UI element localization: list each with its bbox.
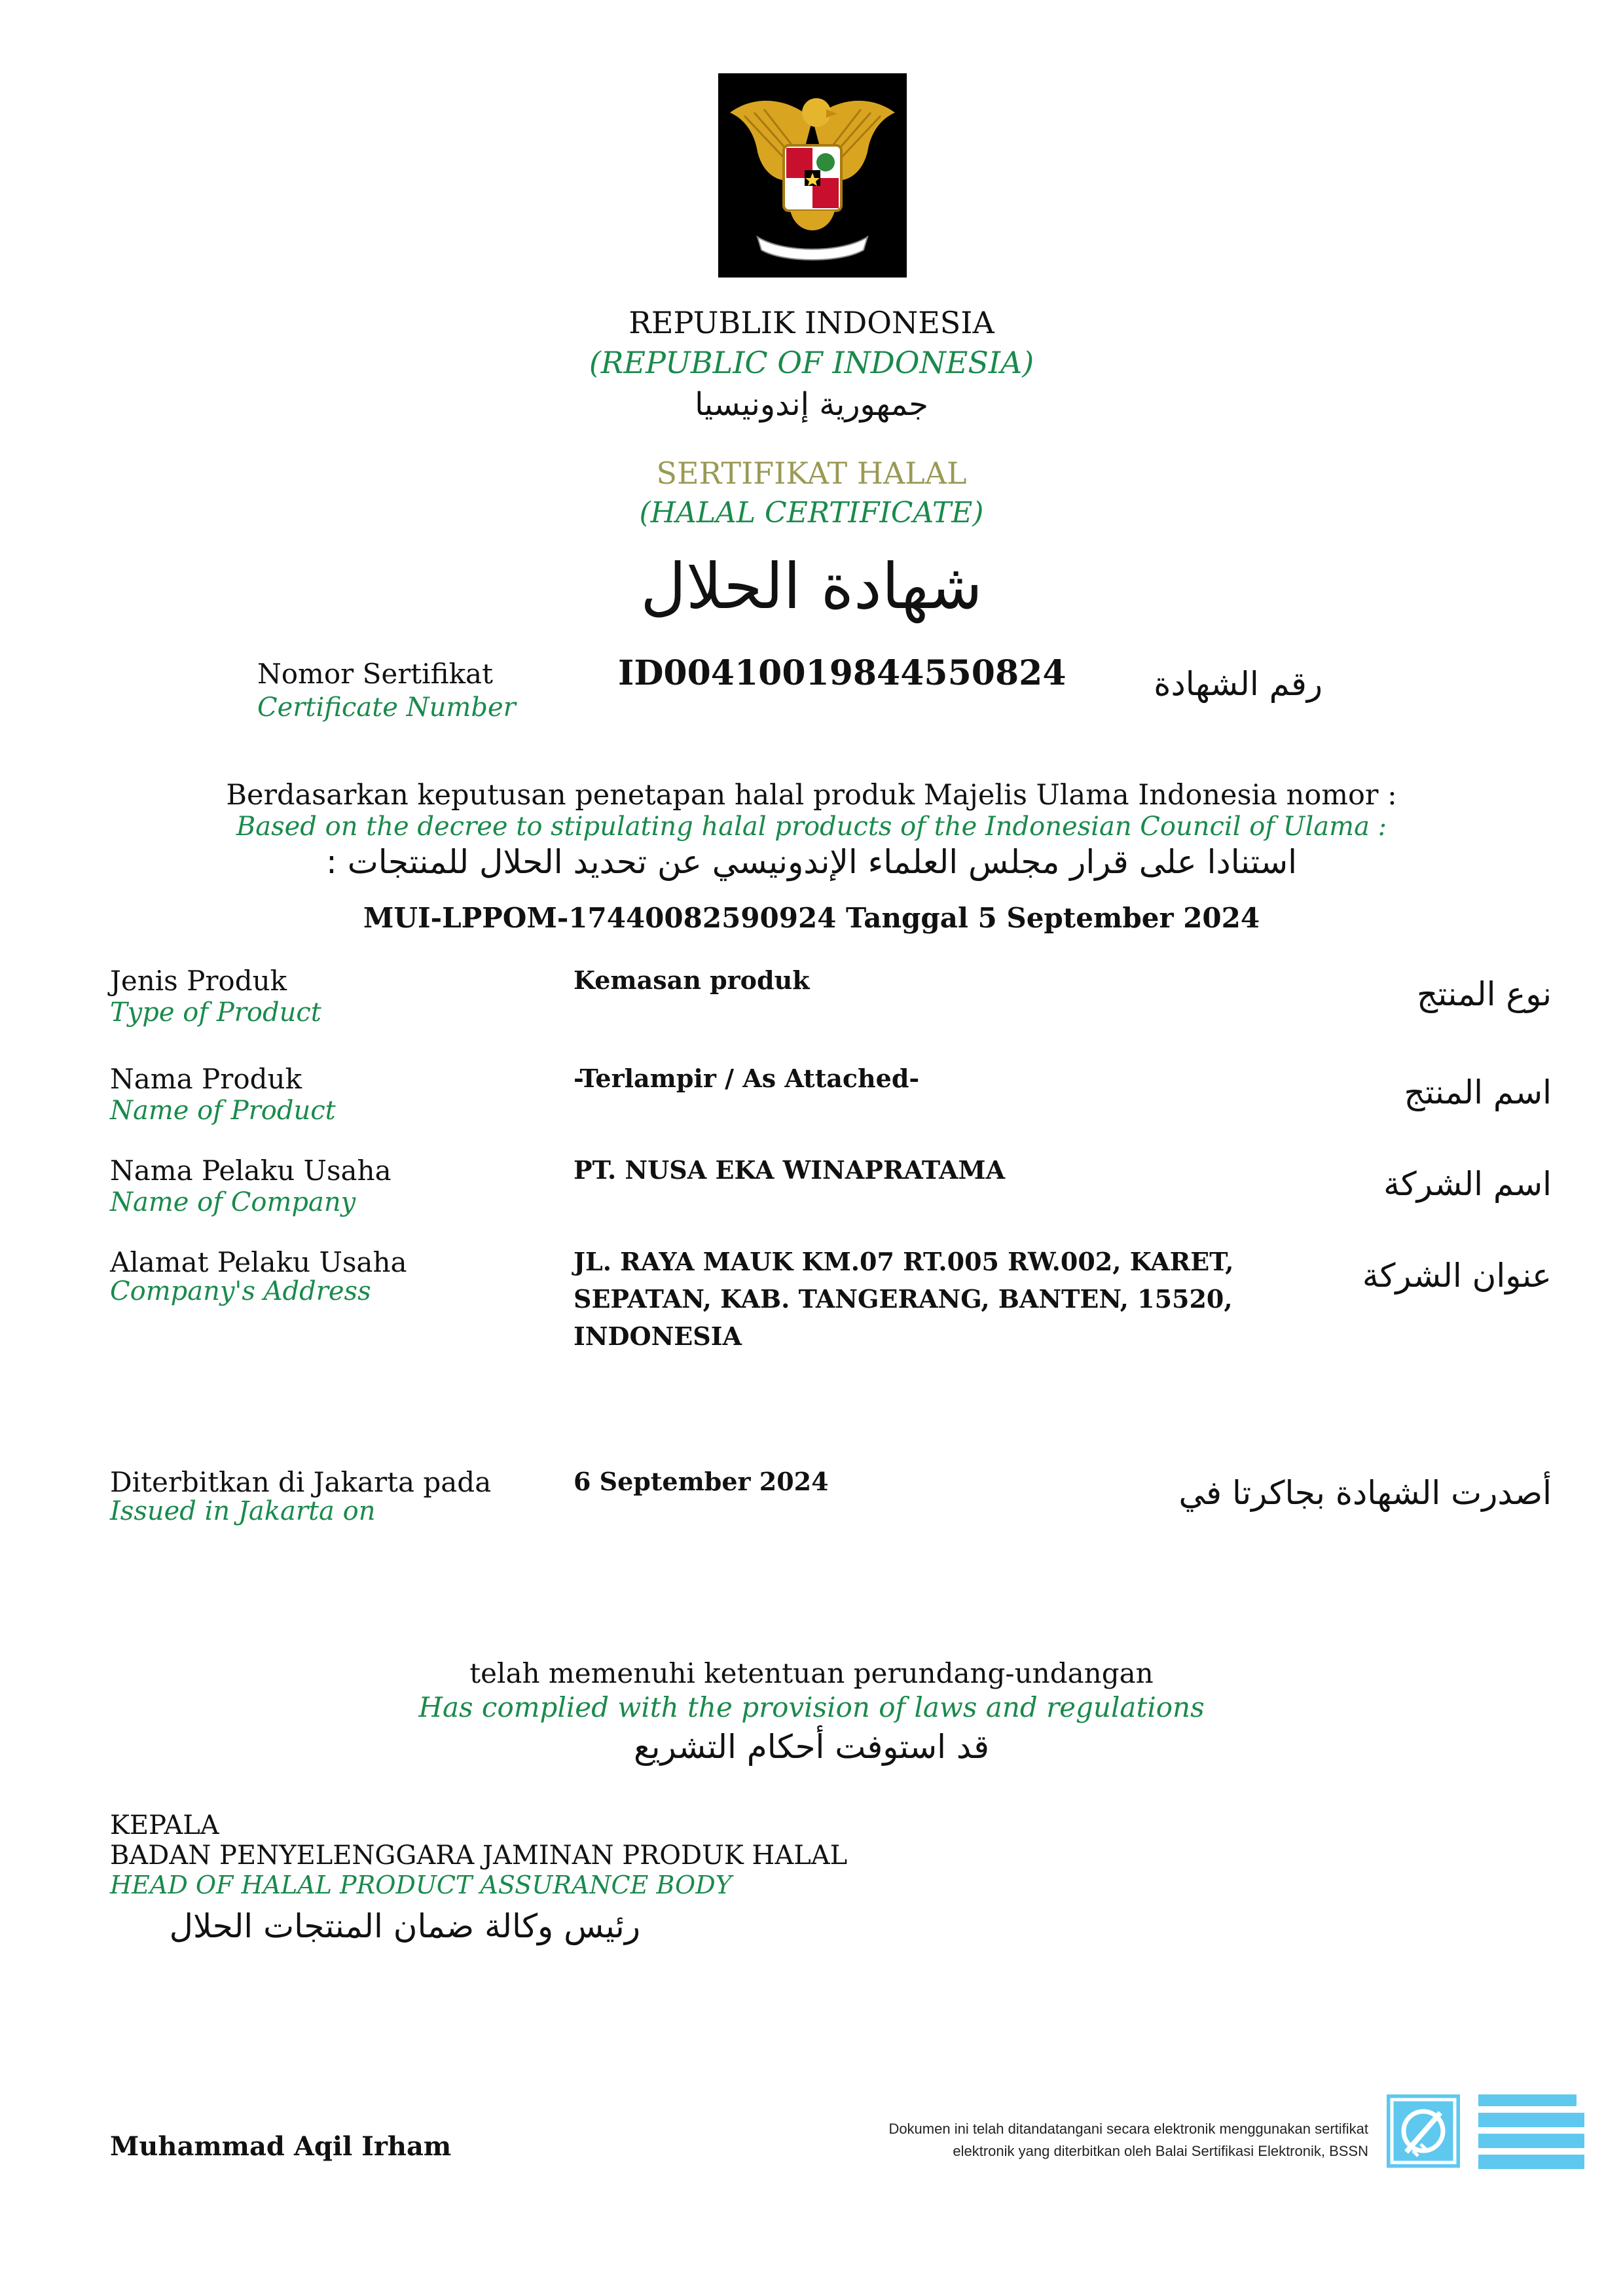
garuda-emblem xyxy=(718,73,907,278)
field-value: Kemasan produk xyxy=(574,965,810,995)
field-label-id: Alamat Pelaku Usaha xyxy=(110,1246,407,1278)
certificate-title-en: (HALAL CERTIFICATE) xyxy=(639,496,984,529)
signatory-title-ar: رئيس وكالة ضمان المنتجات الحلال xyxy=(169,1907,640,1945)
certificate-number: ID00410019844550824 xyxy=(618,653,1067,693)
compliance-text-en: Has complied with the provision of laws and regulations xyxy=(418,1691,1205,1723)
certificate-title-ar: شهادة الحلال xyxy=(640,550,983,623)
address-line: JL. RAYA MAUK KM.07 RT.005 RW.002, KARET, xyxy=(574,1247,1234,1276)
field-label-en: Name of Company xyxy=(110,1187,356,1217)
field-value: PT. NUSA EKA WINAPRATAMA xyxy=(574,1155,1006,1185)
field-label-ar: عنوان الشركة xyxy=(1362,1257,1552,1295)
field-label-ar: اسم المنتج xyxy=(1404,1073,1552,1111)
issued-label-en: Issued in Jakarta on xyxy=(110,1496,376,1526)
bssn-logo xyxy=(1387,2093,1584,2170)
issued-label-id: Diterbitkan di Jakarta pada xyxy=(110,1466,492,1498)
e-signature-note-line: Dokumen ini telah ditandatangani secara elektronik menggunakan sertifikat xyxy=(888,2121,1368,2137)
signatory-title-1: KEPALA xyxy=(110,1810,219,1840)
country-title-id: REPUBLIK INDONESIA xyxy=(629,305,994,340)
field-label-ar: اسم الشركة xyxy=(1383,1165,1552,1203)
decree-text-ar: استنادا على قرار مجلس العلماء الإندونيسي عن تحديد الحلال للمنتجات : xyxy=(325,843,1298,881)
compliance-text-id: telah memenuhi ketentuan perundang-undangan xyxy=(469,1657,1154,1689)
country-title-en: (REPUBLIC OF INDONESIA) xyxy=(589,345,1034,380)
decree-text-en: Based on the decree to stipulating halal products of the Indonesian Council of Ulama : xyxy=(236,812,1387,842)
field-label-en: Type of Product xyxy=(110,997,321,1028)
certificate-number-label-en: Certificate Number xyxy=(257,692,516,723)
signatory-title-en: HEAD OF HALAL PRODUCT ASSURANCE BODY xyxy=(110,1871,732,1899)
country-title-ar: جمهورية إندونيسيا xyxy=(695,386,928,423)
e-signature-note xyxy=(720,2118,1368,2162)
certificate-title-id: SERTIFIKAT HALAL xyxy=(656,456,967,491)
field-label-id: Jenis Produk xyxy=(110,965,287,997)
field-label-id: Nama Produk xyxy=(110,1063,302,1095)
issued-date: 6 September 2024 xyxy=(574,1467,829,1496)
field-label-en: Name of Product xyxy=(110,1096,336,1126)
signatory-title-2: BADAN PENYELENGGARA JAMINAN PRODUK HALAL xyxy=(110,1840,848,1871)
issued-label-ar: أصدرت الشهادة بجاكرتا في xyxy=(1178,1474,1552,1512)
field-label-id: Nama Pelaku Usaha xyxy=(110,1155,392,1187)
decree-text-id: Berdasarkan keputusan penetapan halal produk Majelis Ulama Indonesia nomor : xyxy=(226,779,1397,812)
field-label-ar: نوع المنتج xyxy=(1417,975,1552,1013)
compliance-text-ar: قد استوفت أحكام التشريع xyxy=(633,1728,990,1766)
e-signature-note-line: elektronik yang diterbitkan oleh Balai Sertifikasi Elektronik, BSSN xyxy=(953,2143,1368,2159)
address-line: SEPATAN, KAB. TANGERANG, BANTEN, 15520, xyxy=(574,1284,1233,1314)
certificate-number-label-id: Nomor Sertifikat xyxy=(257,658,493,690)
signatory-name: Muhammad Aqil Irham xyxy=(110,2131,452,2162)
certificate-number-label-ar: رقم الشهادة xyxy=(1154,665,1322,703)
address-line: INDONESIA xyxy=(574,1321,742,1351)
decree-reference: MUI-LPPOM-17440082590924 Tanggal 5 September 2024 xyxy=(363,902,1260,934)
field-label-en: Company's Address xyxy=(110,1276,371,1306)
field-value: -Terlampir / As Attached- xyxy=(574,1064,920,1093)
